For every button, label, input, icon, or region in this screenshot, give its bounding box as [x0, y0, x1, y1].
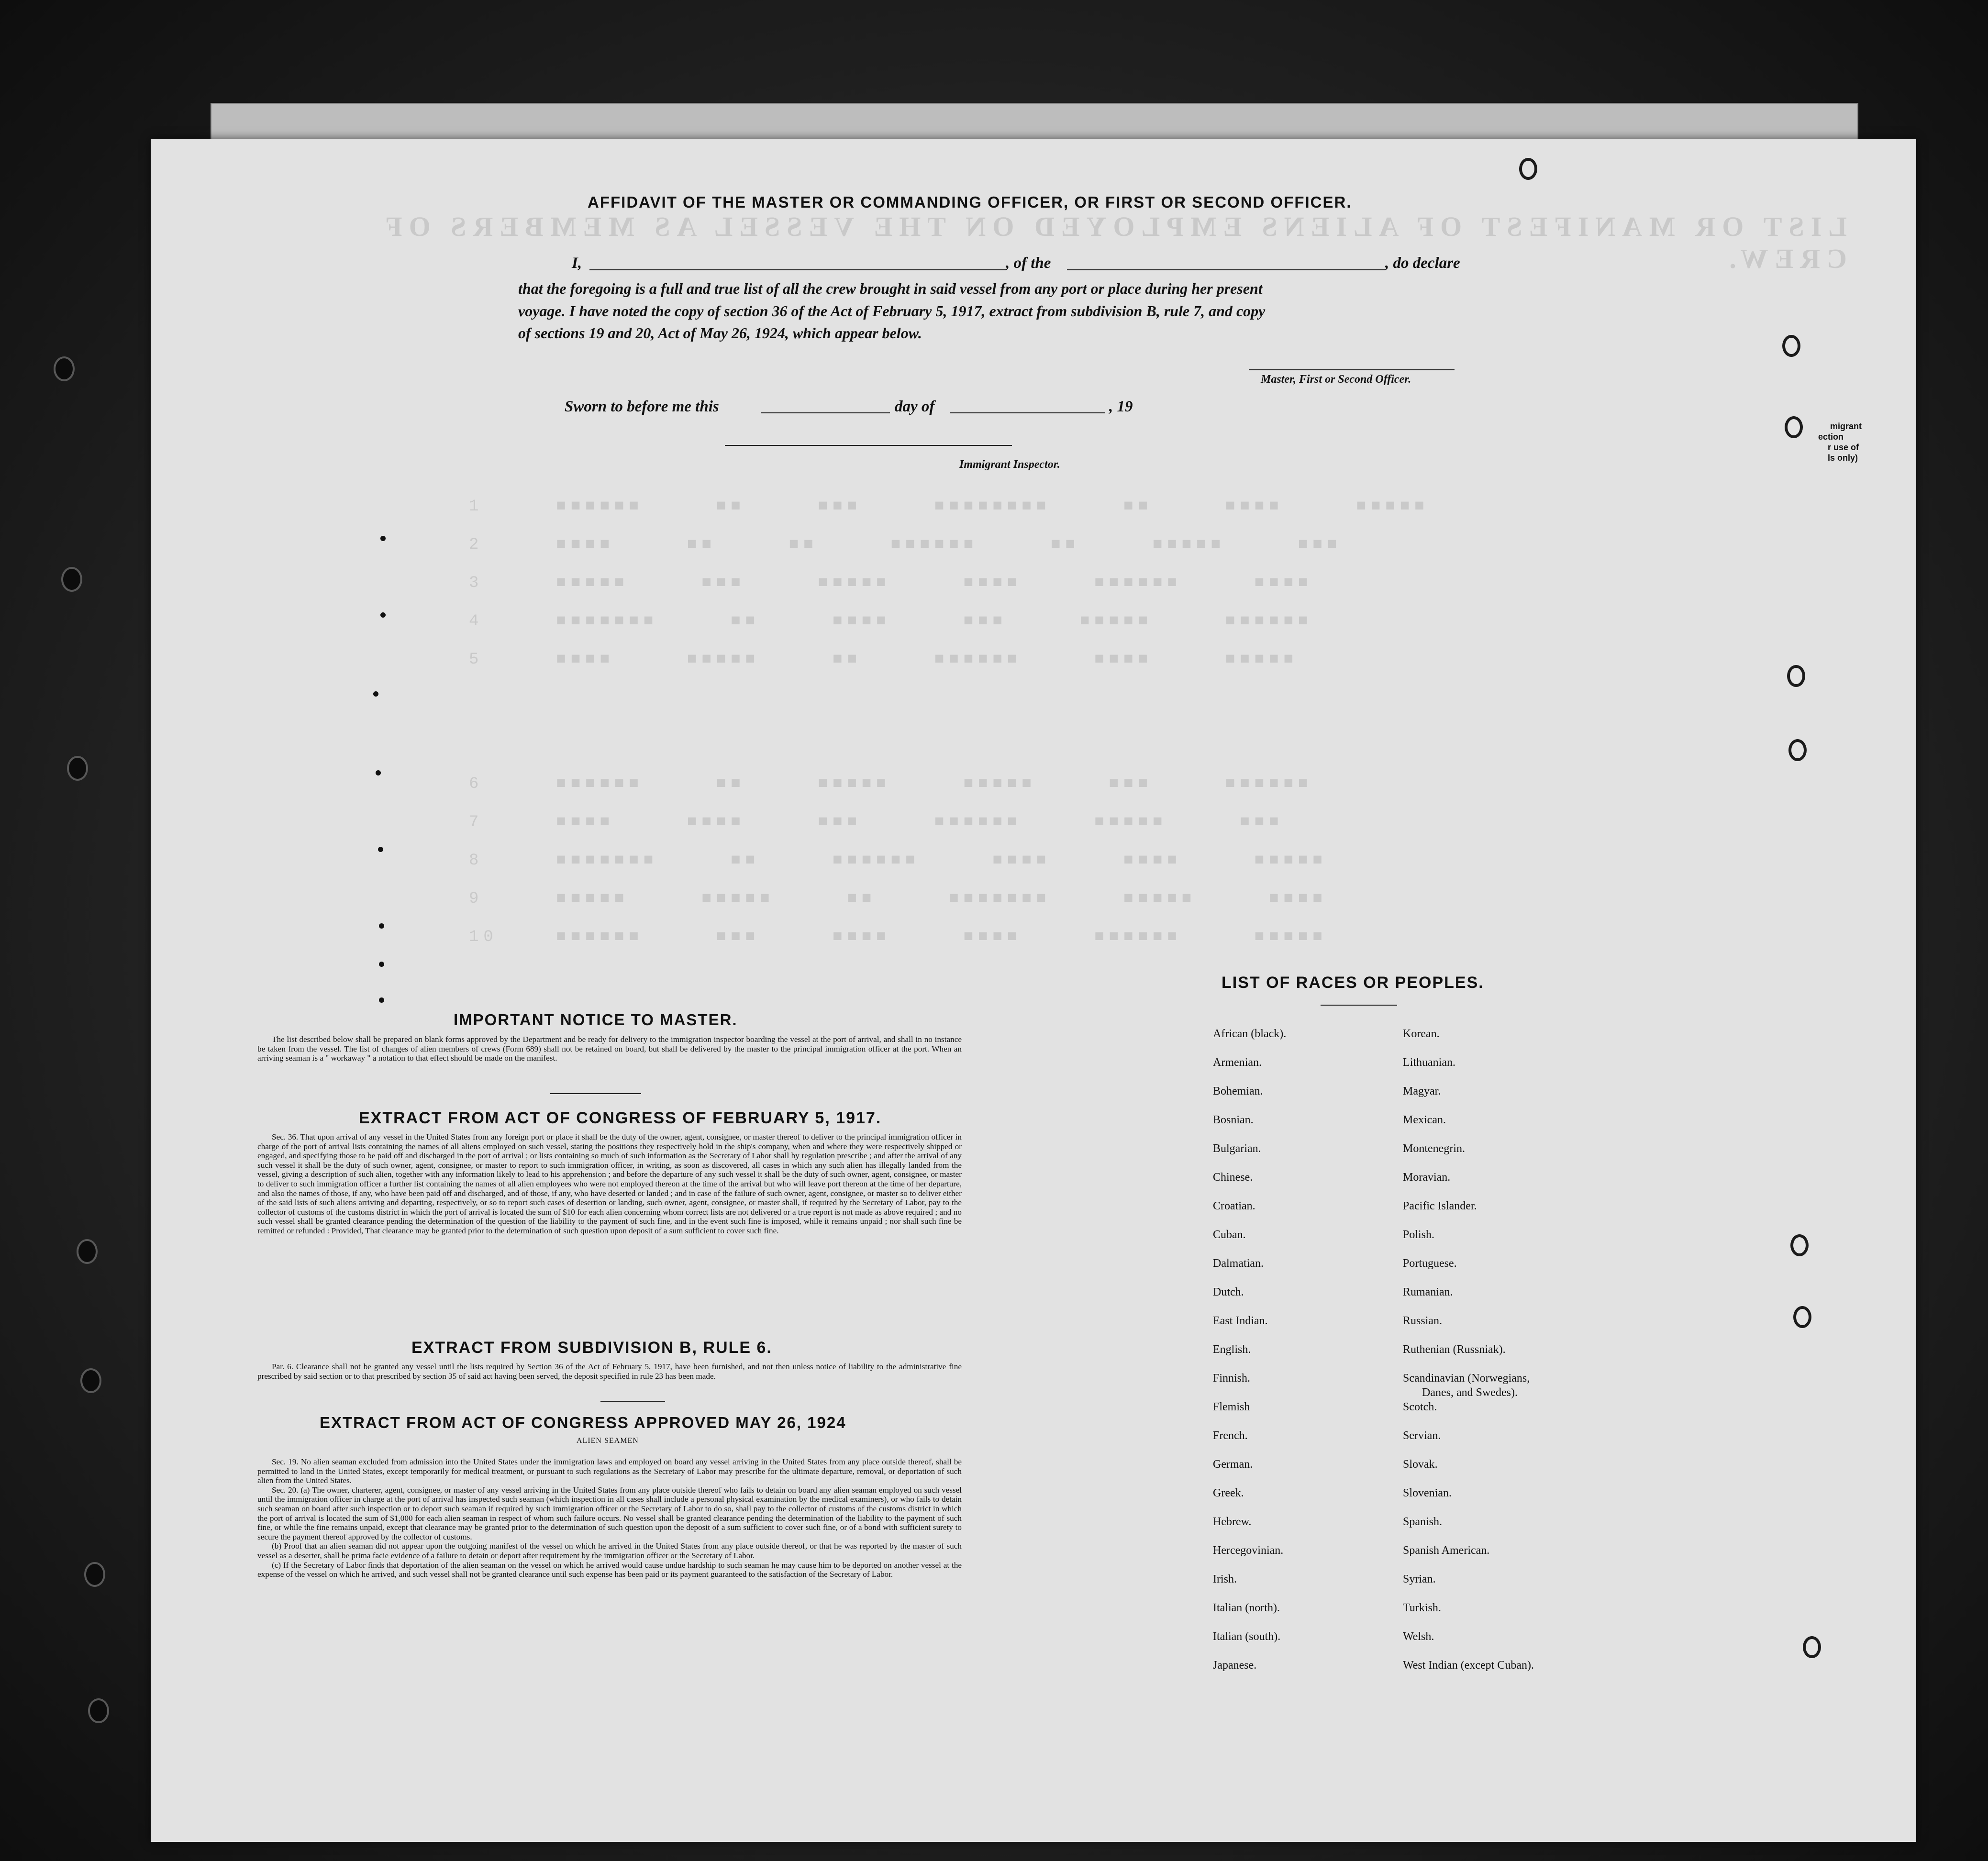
race-item: Cuban.: [1213, 1229, 1246, 1241]
races-right-column: [1403, 1028, 1623, 1688]
inspector-signature-label: Immigrant Inspector.: [959, 458, 1060, 471]
race-item: Syrian.: [1403, 1573, 1436, 1585]
margin-dot: [379, 997, 384, 1003]
section-divider: [550, 1093, 641, 1094]
race-item: Portuguese.: [1403, 1257, 1457, 1270]
race-item: Bulgarian.: [1213, 1142, 1261, 1155]
document-page: [151, 139, 1916, 1842]
race-item: Slovak.: [1403, 1458, 1438, 1471]
bleed-through-heading: LIST OR MANIFEST OF ALIENS EMPLOYED ON THE VESSEL AS MEMBERS OF CREW.: [379, 211, 1847, 274]
bleed-through-row: 7 ■■■■ ■■■■ ■■■ ■■■■■■ ■■■■■ ■■■: [469, 813, 1284, 831]
race-item: Magyar.: [1403, 1085, 1441, 1097]
race-item: Croatian.: [1213, 1200, 1255, 1212]
binding-hole: [54, 356, 75, 381]
bleed-through-row: 10 ■■■■■■ ■■■ ■■■■ ■■■■ ■■■■■■ ■■■■■: [469, 928, 1327, 946]
binding-hole: [84, 1562, 105, 1587]
year-label: , 19: [1109, 398, 1133, 415]
extract-1924-title: EXTRACT FROM ACT OF CONGRESS APPROVED MAY 26, 1924: [320, 1414, 846, 1431]
race-item: Ruthenian (Russniak).: [1403, 1343, 1506, 1356]
vessel-blank-line[interactable]: [1067, 269, 1385, 270]
binding-hole: [61, 567, 82, 592]
race-item: Spanish American.: [1403, 1544, 1490, 1557]
affidavit-of-the: , of the: [1006, 255, 1051, 272]
margin-dot: [380, 612, 386, 618]
affidavit-title: AFFIDAVIT OF THE MASTER OR COMMANDING OFFICER, OR FIRST OR SECOND OFFICER.: [588, 193, 1352, 211]
alien-seamen-subtitle: ALIEN SEAMEN: [577, 1437, 639, 1445]
notice-title: IMPORTANT NOTICE TO MASTER.: [454, 1011, 738, 1029]
race-item: Rumanian.: [1403, 1286, 1453, 1298]
side-fragment-line: r use of: [1828, 443, 1859, 452]
race-item: Greek.: [1213, 1487, 1244, 1499]
race-item: Flemish: [1213, 1401, 1250, 1413]
side-fragment-line: ection: [1818, 432, 1844, 442]
races-title-underline: [1321, 1005, 1397, 1006]
race-item: Bosnian.: [1213, 1114, 1254, 1126]
bleed-through-row: 5 ■■■■ ■■■■■ ■■ ■■■■■■ ■■■■ ■■■■■: [469, 651, 1298, 669]
race-item: Irish.: [1213, 1573, 1237, 1585]
sworn-day-line[interactable]: [761, 412, 890, 413]
race-item: Turkish.: [1403, 1602, 1441, 1614]
race-item: Russian.: [1403, 1315, 1443, 1327]
notice-paragraph: The list described below shall be prepared on blank forms approved by the Department and be ready for delivery to the immigration inspector boarding the vessel at the port of arrival, and shall in no instance be taken from the vessel. The list of changes of alien members of crews (Form 689) shall not be retained on board, but shall be delivered by the master to the principal immigration officer at the port. When an arriving seaman is a " workaway " a notation to that effect should be made on the manifest.: [257, 1035, 962, 1063]
race-item: Japanese.: [1213, 1659, 1257, 1672]
binding-hole: [1519, 158, 1537, 180]
binding-hole: [1803, 1636, 1821, 1658]
section-divider: [600, 1401, 665, 1402]
day-of-label: day of: [895, 398, 935, 415]
section-36-paragraph: Sec. 36. That upon arrival of any vessel in the United States from any foreign port or place it shall be the duty of the owner, agent, consignee, or master thereof to deliver to the principal immigration officer in charge of the port of arrival lists containing the names of all aliens employed on such vessel, stating the positions they respectively hold in the ship's company, when and where they were respectively shipped or engaged, and specifying those to be paid off and discharged in the port of arrival ; or lists containing so much of such information as the Secretary of Labor shall by regulation prescribe ; and after the arrival of any such vessel it shall be the duty of such owner, agent, consignee, or master to report to such immigration officer, in writing, as soon as discovered, all cases in which any such alien has illegally landed from the vessel, giving a description of such alien, together with any information likely to lead to his apprehension ; and before the departure of any such vessel it shall be the duty of such owner, agent, consignee, or master to deliver to such immigration officer a further list containing the names of all alien employees who were not employed thereon at the time of the arrival but who will leave port thereon at the time of her departure, and also the names of those, if any, who have been paid off and discharged, and of those, if any, who have deserted or landed ; and in case of the failure of such owner, agent, consignee, or master so to deliver either of the said lists of such aliens arriving and departing, respectively, or so to report such cases of desertion or landing, such owner, agent, consignee, or master shall, if required by the Secretary of Labor, pay to the collector of customs of the customs district in which the port of arrival is located the sum of $10 for each alien concerning whom correct lists are not delivered or a true report is not made as above required ; and no such vessel shall be granted clearance pending the determination of the question of the liability to the payment of such fine, and in the event such fine is imposed, while it remains unpaid ; nor shall such fine be remitted or refunded : Provided, That clearance may be granted prior to the determination of such question upon deposit of a sum sufficient to cover such fine.: [257, 1132, 962, 1235]
race-item: Bohemian.: [1213, 1085, 1263, 1097]
extract-1917-title: EXTRACT FROM ACT OF CONGRESS OF FEBRUARY 5, 1917.: [359, 1109, 882, 1127]
binding-hole: [1790, 1234, 1809, 1256]
bleed-through-row: 6 ■■■■■■ ■■ ■■■■■ ■■■■■ ■■■ ■■■■■■: [469, 775, 1313, 793]
race-item: Servian.: [1403, 1429, 1441, 1442]
binding-hole: [88, 1698, 109, 1723]
bleed-through-row: 8 ■■■■■■■ ■■ ■■■■■■ ■■■■ ■■■■ ■■■■■: [469, 852, 1327, 870]
race-item: Pacific Islander.: [1403, 1200, 1477, 1212]
margin-dot: [380, 536, 386, 541]
race-item: Spanish.: [1403, 1516, 1443, 1528]
side-fragment: [1818, 421, 1862, 463]
subdivision-b-text: [257, 1362, 962, 1381]
race-item: Montenegrin.: [1403, 1142, 1465, 1155]
races-title: LIST OF RACES OR PEOPLES.: [1222, 974, 1484, 992]
binding-hole: [1787, 665, 1805, 687]
side-fragment-line: migrant: [1830, 421, 1862, 431]
margin-dot: [376, 770, 381, 775]
margin-dot: [378, 847, 383, 852]
master-signature-line[interactable]: [1249, 369, 1455, 370]
race-item: Moravian.: [1403, 1171, 1451, 1184]
race-item: Scandinavian (Norwegians,: [1403, 1372, 1530, 1385]
race-item: Hercegovinian.: [1213, 1544, 1284, 1557]
bleed-through-row: 1 ■■■■■■ ■■ ■■■ ■■■■■■■■ ■■ ■■■■ ■■■■■: [469, 498, 1429, 516]
race-item: Scotch.: [1403, 1401, 1437, 1413]
race-item: East Indian.: [1213, 1315, 1268, 1327]
race-item: African (black).: [1213, 1028, 1287, 1040]
sec-20a-paragraph: Sec. 20. (a) The owner, charterer, agent, consignee, or master of any vessel arriving in the United States from any place outside thereof who fails to detain on board any alien seaman employed on such vessel until the immigration officer in charge at the port of arrival has inspected such seaman (which inspection in all cases shall include a personal physical examination by the medical examiners), or who fails to detain such seaman on board after such inspection or to deport such seaman if required by such immigration officer or the Secretary of Labor to do so, shall pay to the collector of customs of the customs district in which the port of arrival is located the sum of $1,000 for each alien seaman in respect of whom such failure occurs. No vessel shall be granted clearance pending the determination of the liability to the payment of such fine, or while the fine remains unpaid, except that clearance may be granted prior to the determination of such question upon the deposit of a sum sufficient to cover such fine, or of a bond with sufficient surety to secure the payment thereof approved by the collector of customs.: [257, 1485, 962, 1541]
margin-dot: [379, 962, 384, 967]
binding-hole: [1793, 1306, 1811, 1328]
margin-dot: [379, 923, 384, 929]
bleed-through-row: 4 ■■■■■■■ ■■ ■■■■ ■■■ ■■■■■ ■■■■■■: [469, 612, 1313, 631]
binding-hole: [67, 756, 88, 781]
sec-20c-paragraph: (c) If the Secretary of Labor finds that deportation of the alien seaman on the vessel on which he arrived would cause undue hardship to such seaman he may cause him to be deported on another vessel at the expense of the vessel on which he arrived, and such vessel shall not be granted clearance until such expense has been paid or its payment guaranteed to the satisfaction of the Secretary of Labor.: [257, 1560, 962, 1579]
sec-19-paragraph: Sec. 19. No alien seaman excluded from admission into the United States under the immigration laws and employed on board any vessel arriving in the United States from any place outside thereof, shall be permitted to land in the United States, except temporarily for medical treatment, or pursuant to such regulations as the Secretary of Labor may prescribe for the ultimate departure, removal, or deportation of such alien from the United States.: [257, 1457, 962, 1485]
race-item: Chinese.: [1213, 1171, 1253, 1184]
race-item: Finnish.: [1213, 1372, 1251, 1385]
race-item: Slovenian.: [1403, 1487, 1452, 1499]
extract-1917-text: [257, 1132, 962, 1236]
binding-hole: [1785, 416, 1803, 438]
race-item: Lithuanian.: [1403, 1056, 1455, 1069]
margin-dot: [373, 691, 378, 697]
race-item: Polish.: [1403, 1229, 1435, 1241]
affidavit-line-4: of sections 19 and 20, Act of May 26, 1924, which appear below.: [518, 324, 922, 342]
name-blank-line[interactable]: [589, 269, 1006, 270]
notice-text: [257, 1035, 962, 1063]
race-item: Welsh.: [1403, 1630, 1434, 1643]
par-6-paragraph: Par. 6. Clearance shall not be granted any vessel until the lists required by Section 36 of the Act of February 5, 1917, have been furnished, and not then unless notice of liability to the administrative fine prescribed by said section or to that prescribed by section 35 of said act having been served, the deposit specified in rule 23 has been made.: [257, 1362, 962, 1381]
bleed-through-row: 3 ■■■■■ ■■■ ■■■■■ ■■■■ ■■■■■■ ■■■■: [469, 574, 1313, 592]
race-item: Mexican.: [1403, 1114, 1446, 1126]
bleed-through-row: 2 ■■■■ ■■ ■■ ■■■■■■ ■■ ■■■■■ ■■■: [469, 536, 1342, 554]
binding-hole: [77, 1239, 98, 1264]
race-item: Dalmatian.: [1213, 1257, 1264, 1270]
race-item: Dutch.: [1213, 1286, 1244, 1298]
sworn-month-line[interactable]: [950, 412, 1105, 413]
sworn-label: Sworn to before me this: [565, 398, 719, 415]
sec-20b-paragraph: (b) Proof that an alien seaman did not appear upon the outgoing manifest of the vessel on which he arrived in the United States from any place outside thereof, or that he was reported by the master of such vessel as a deserter, shall be prima facie evidence of a failure to detain or deport after requirement by the immigration officer or the Secretary of Labor.: [257, 1541, 962, 1560]
race-item: English.: [1213, 1343, 1251, 1356]
race-item: Korean.: [1403, 1028, 1440, 1040]
race-item: Italian (south).: [1213, 1630, 1281, 1643]
race-item-continuation: Danes, and Swedes).: [1422, 1386, 1518, 1399]
race-item: Armenian.: [1213, 1056, 1262, 1069]
race-item: Italian (north).: [1213, 1602, 1280, 1614]
subdivision-b-title: EXTRACT FROM SUBDIVISION B, RULE 6.: [411, 1339, 772, 1357]
binding-hole: [1788, 739, 1807, 761]
extract-1924-text: [257, 1457, 962, 1579]
affidavit-line-3: voyage. I have noted the copy of section 36 of the Act of February 5, 1917, extract from subdivision B, rule 7, and copy: [518, 302, 1266, 320]
side-fragment-line: ls only): [1828, 453, 1858, 463]
race-item: West Indian (except Cuban).: [1403, 1659, 1534, 1672]
race-item: French.: [1213, 1429, 1248, 1442]
affidavit-declare: , do declare: [1385, 255, 1460, 272]
affidavit-line-2: that the foregoing is a full and true list of all the crew brought in said vessel from any port or place during her present: [518, 280, 1263, 297]
master-signature-label: Master, First or Second Officer.: [1261, 373, 1411, 386]
binding-hole: [80, 1368, 101, 1393]
binding-hole: [1782, 335, 1800, 357]
inspector-signature-line[interactable]: [725, 445, 1012, 446]
race-item: German.: [1213, 1458, 1253, 1471]
races-left-column: [1213, 1028, 1423, 1688]
bleed-through-row: 9 ■■■■■ ■■■■■ ■■ ■■■■■■■ ■■■■■ ■■■■: [469, 890, 1327, 908]
affidavit-i: I,: [572, 255, 582, 272]
race-item: Hebrew.: [1213, 1516, 1252, 1528]
